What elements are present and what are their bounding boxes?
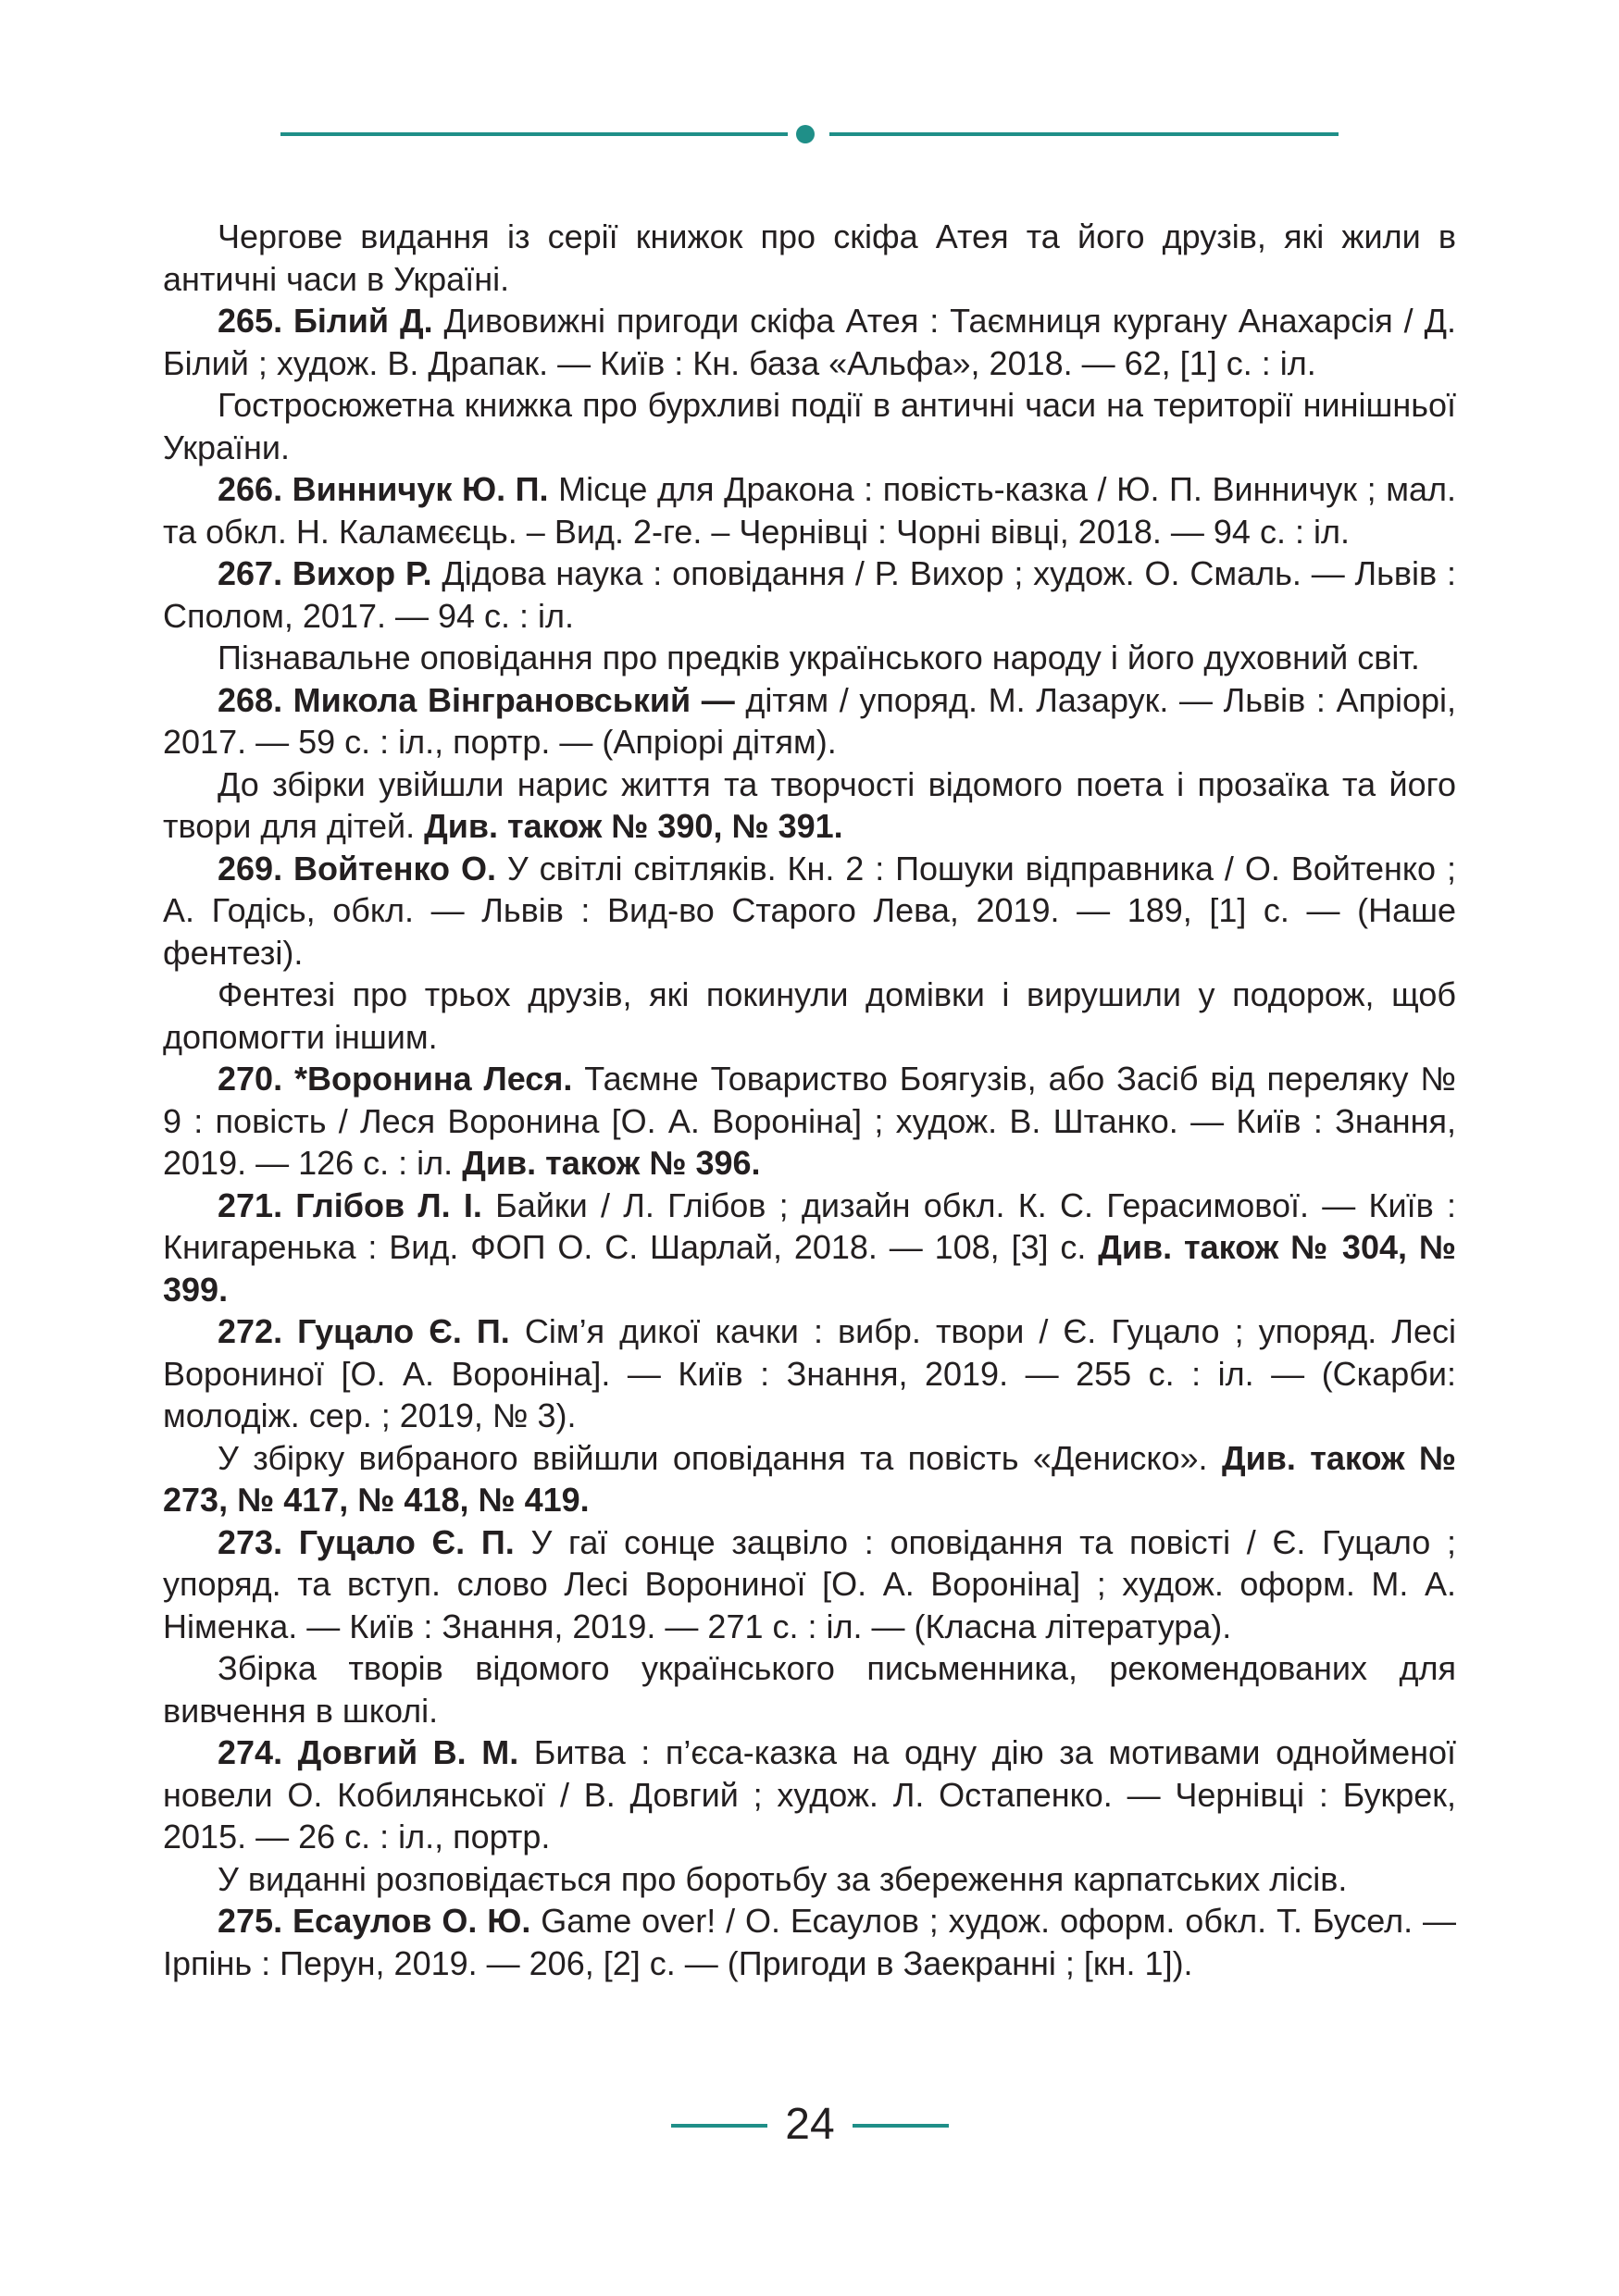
header-rule-left — [280, 132, 788, 136]
header-rule-right — [829, 132, 1339, 136]
paragraph-bold-text: 265. Білий Д. — [218, 302, 433, 340]
paragraph-bold-text: Див. також № 390, № 391. — [424, 807, 843, 845]
bibliography-paragraph — [163, 974, 1456, 1058]
paragraph-bold-text: 273. Гуцало Є. П. — [218, 1522, 515, 1561]
paragraph-text: Дідова наука : оповідання / Р. Вихор ; худож. О. Смаль. — Львів : Сполом, 2017. — 94 с. : іл. — [163, 554, 1456, 635]
paragraph-bold-text: 267. Вихор Р. — [218, 554, 432, 592]
bibliography-paragraph — [163, 552, 1456, 637]
paragraph-bold-text: Див. також № 396. — [462, 1144, 761, 1182]
paragraph-text: Пізнавальне оповідання про предків українського народу і його духовний світ. — [218, 639, 1420, 676]
paragraph-bold-text: 270. *Воронина Леся. — [218, 1060, 573, 1098]
paragraph-text: Гостросюжетна книжка про бурхливі події в античні часи на території нинішньої України. — [163, 386, 1456, 466]
footer-rule-left — [671, 2124, 767, 2128]
paragraph-text: Чергове видання із серії книжок про скіфа Атея та його друзів, які жили в античні часи в Україні. — [163, 217, 1456, 298]
paragraph-text: Дивовижні пригоди скіфа Атея : Таємниця кургану Анахарсія / Д. Білий ; худож. В. Драпак. — Київ : Кн. база «Альфа», 2018. — 62, [1] с. : іл. — [163, 302, 1457, 382]
paragraph-bold-text: 266. Винничук Ю. П. — [218, 470, 549, 508]
bibliography-paragraph — [163, 763, 1456, 848]
bibliography-paragraph — [163, 1310, 1456, 1437]
bibliography-paragraph — [163, 1858, 1456, 1901]
paragraph-text: У гаї сонце зацвіло : оповідання та повісті / Є. Гуцало ; упоряд. та вступ. слово Лесі Ворониної [О. А. Вороніна] ; худож. оформ. М. А. Німенка. — Київ : Знання, 2019. — 271 с. : іл. — (Класна література). — [163, 1522, 1456, 1645]
paragraph-bold-text: Див. також № 273, № 417, № 418, № 419. — [163, 1438, 1457, 1519]
paragraph-text: У збірку вибраного ввійшли оповідання та повість «Дениско». — [218, 1438, 1222, 1477]
bibliography-paragraph — [163, 1185, 1456, 1311]
bibliography-paragraph — [163, 848, 1456, 974]
bibliography-paragraph — [163, 300, 1456, 384]
paragraph-text: Сім’я дикої качки : вибр. твори / Є. Гуцало ; упоряд. Лесі Ворониної [О. А. Вороніна]. — Київ : Знання, 2019. — 255 с. : іл. — (Скарби: молодіж. сер. ; 2019, № 3). — [163, 1312, 1456, 1434]
paragraph-bold-text: 269. Войтенко О. — [218, 849, 496, 887]
bibliography-paragraph — [163, 679, 1456, 763]
paragraph-text: У світлі світляків. Кн. 2 : Пошуки відправника / О. Войтенко ; А. Годісь, обкл. — Львів : Вид-во Старого Лева, 2019. — 189, [1] с. — (Наше фентезі). — [163, 849, 1456, 972]
bibliography-paragraph — [163, 1437, 1456, 1521]
paragraph-text: До збірки увійшли нарис життя та творчості відомого поета і прозаїка та його твори для дітей. — [163, 764, 1456, 845]
bibliography-paragraph — [163, 1900, 1456, 1984]
paragraph-text: Збірка творів відомого українського письменника, рекомендованих для вивчення в школі. — [163, 1649, 1456, 1730]
paragraph-text: Місце для Дракона : повість-казка / Ю. П. Винничук ; мал. та обкл. Н. Каламєєць. – Вид. 2-ге. – Чернівці : Чорні вівці, 2018. — 94 с. : іл. — [163, 470, 1456, 551]
bibliography-paragraph — [163, 637, 1456, 679]
footer-rule-right — [853, 2124, 949, 2128]
bibliography-paragraph — [163, 1647, 1456, 1731]
page-number: 24 — [785, 2100, 835, 2149]
paragraph-text: Таємне Товариство Боягузів, або Засіб від переляку № 9 : повість / Леся Воронина [О. А. Вороніна] ; худож. В. Штанко. — Київ : Знання, 2019. — 126 с. : іл. — [163, 1060, 1457, 1182]
paragraph-text: Game over! / О. Есаулов ; худож. оформ. обкл. Т. Бусел. — Ірпінь : Перун, 2019. — 206, [2] с. — (Пригоди в Заекранні ; [кн. 1]). — [163, 1902, 1456, 1982]
paragraph-text: Байки / Л. Глібов ; дизайн обкл. К. С. Герасимової. — Київ : Книгаренька : Вид. ФОП О. С. Шарлай, 2018. — 108, [3] с. — [163, 1185, 1456, 1266]
paragraph-bold-text: 274. Довгий В. М. — [218, 1733, 519, 1771]
paragraph-text: Фентезі про трьох друзів, які покинули домівки і вирушили у подорож, щоб допомогти іншим. — [163, 975, 1456, 1056]
paragraph-bold-text: 272. Гуцало Є. П. — [218, 1312, 510, 1350]
paragraph-text: У виданні розповідається про боротьбу за збереження карпатських лісів. — [218, 1859, 1348, 1898]
bibliography-paragraph — [163, 1731, 1456, 1858]
bibliography-paragraph — [163, 1521, 1456, 1648]
paragraph-bold-text: 275. Есаулов О. Ю. — [218, 1902, 531, 1940]
paragraph-bold-text: Див. також № 304, № 399. — [163, 1228, 1456, 1309]
paragraph-bold-text: 271. Глібов Л. І. — [218, 1185, 482, 1224]
bibliography-list — [163, 216, 1456, 1984]
bibliography-paragraph — [163, 468, 1456, 552]
paragraph-text: Битва : п’єса-казка на одну дію за мотивами однойменої новели О. Кобилянської / В. Довгий ; худож. Л. Остапенко. — Чернівці : Букрек, 2015. — 26 с. : іл., портр. — [163, 1733, 1456, 1855]
bibliography-paragraph — [163, 384, 1456, 468]
bibliography-paragraph — [163, 216, 1456, 300]
bibliography-paragraph — [163, 1058, 1456, 1185]
paragraph-text: дітям / упоряд. М. Лазарук. — Львів : Апріорі, 2017. — 59 с. : іл., портр. — (Апріорі дітям). — [163, 680, 1457, 761]
header-dot-ornament — [796, 125, 815, 143]
paragraph-bold-text: 268. Микола Вінграновський — — [218, 680, 735, 719]
